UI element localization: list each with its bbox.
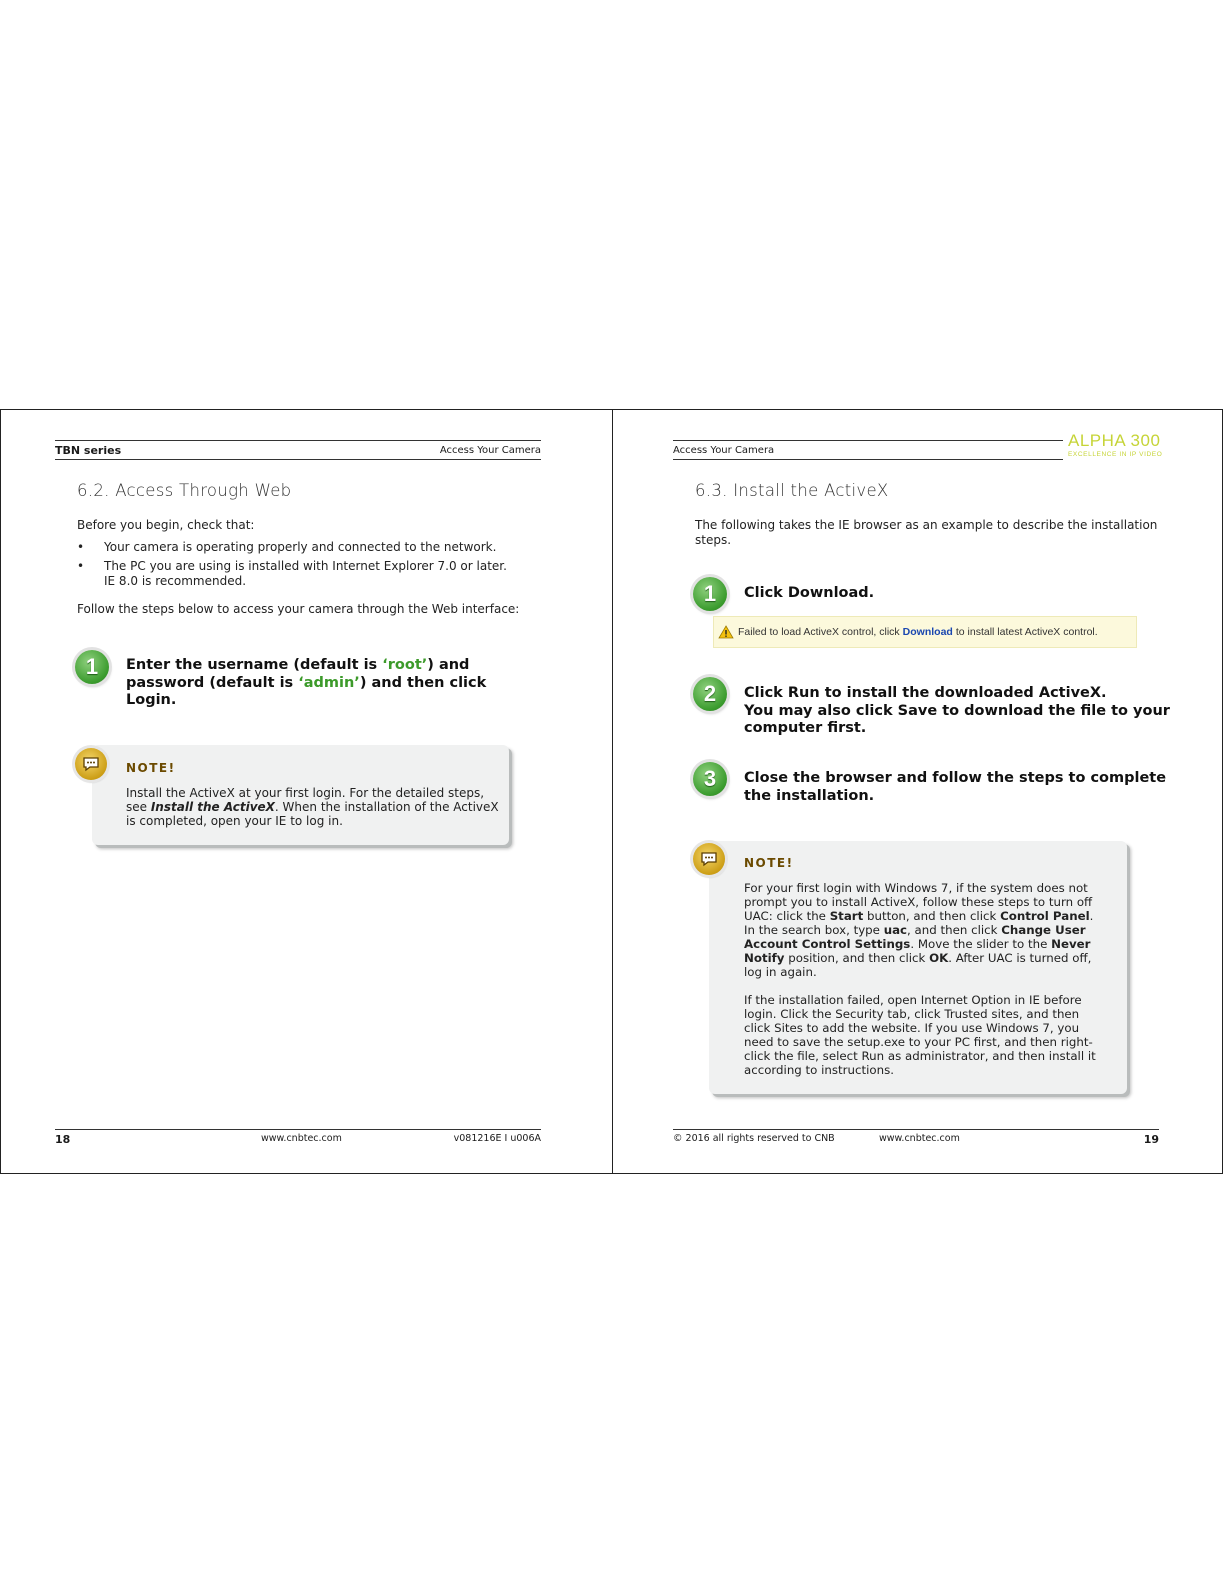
speech-bubble-icon bbox=[693, 843, 725, 875]
note-text: For your first login with Windows 7, if the system does not prompt you to install ActiveX, follow these steps to turn off UAC: click the Start button, and then click Control Panel. In the search box, type uac, and then click Change User Account Control Settings. Move the slider to the Never Notify position, and then click OK. After UAC is turned off, log in again. If the installation failed, open Internet Option in IE before login. Click the Security tab, click Trusted sites, and then click Sites to add the website. If you use Windows 7, you need to save the setup.exe to your PC first, and then right- click the file, select Run as administrator, and then install it according to instructions. bbox=[744, 881, 1096, 1077]
step-2-icon: 2 bbox=[693, 677, 727, 711]
step-1-text: Click Download. bbox=[744, 585, 875, 601]
activex-alert-bar: Failed to load ActiveX control, click Download to install latest ActiveX control. bbox=[713, 616, 1137, 648]
step-1-icon: 1 bbox=[75, 650, 109, 684]
bullet-item: • Your camera is operating properly and connected to the network. bbox=[77, 540, 497, 554]
page-number: 19 bbox=[1143, 1133, 1159, 1146]
page-number: 18 bbox=[55, 1133, 71, 1146]
brand-logo: ALPHA 300 bbox=[1068, 431, 1161, 450]
step-3-icon: 3 bbox=[693, 762, 727, 796]
note-text: Install the ActiveX at your first login. For the detailed steps, see Install the ActiveX. When the installation of the ActiveX is completed, open your IE to log in. bbox=[126, 786, 499, 828]
step-1-text: Enter the username (default is ‘root’) and password (default is ‘admin’) and then click Login. bbox=[126, 657, 487, 708]
left-footer bbox=[55, 1129, 541, 1148]
note-title: NOTE! bbox=[126, 761, 176, 775]
chapter-title: Access Your Camera bbox=[673, 444, 775, 456]
speech-bubble-icon bbox=[75, 748, 107, 780]
manual-spread bbox=[0, 409, 1223, 1174]
intro-text: Before you begin, check that: bbox=[77, 518, 255, 532]
left-page bbox=[1, 410, 612, 1173]
step-1-icon: 1 bbox=[693, 577, 727, 611]
download-link[interactable]: Download bbox=[902, 626, 953, 638]
bullet-item: • The PC you are using is installed with Internet Explorer 7.0 or later. IE 8.0 is recommended. bbox=[77, 559, 507, 588]
brand-tagline: EXCELLENCE IN IP VIDEO bbox=[1068, 451, 1163, 458]
follow-text: Follow the steps below to access your camera through the Web interface: bbox=[77, 602, 520, 616]
step-2-text: Click Run to install the downloaded ActiveX. You may also click Save to download the file to your computer first. bbox=[744, 685, 1170, 736]
footer-url: www.cnbtec.com bbox=[879, 1133, 960, 1144]
note-title: NOTE! bbox=[744, 856, 794, 870]
left-header bbox=[55, 440, 541, 460]
intro-text: The following takes the IE browser as an example to describe the installation steps. bbox=[695, 518, 1158, 547]
footer-copyright: © 2016 all rights reserved to CNB bbox=[673, 1133, 835, 1144]
footer-version: v081216E I u006A bbox=[453, 1133, 541, 1144]
section-title: 6.2. Access Through Web bbox=[77, 481, 292, 500]
section-title: 6.3. Install the ActiveX bbox=[695, 481, 889, 500]
right-header bbox=[673, 440, 1063, 460]
step-3-text: Close the browser and follow the steps to complete the installation. bbox=[744, 770, 1167, 804]
right-footer bbox=[673, 1129, 1159, 1148]
series-title: TBN series bbox=[55, 443, 122, 457]
warning-icon bbox=[718, 625, 734, 639]
right-page bbox=[613, 410, 1224, 1173]
chapter-title: Access Your Camera bbox=[439, 444, 541, 456]
footer-url: www.cnbtec.com bbox=[261, 1133, 342, 1144]
